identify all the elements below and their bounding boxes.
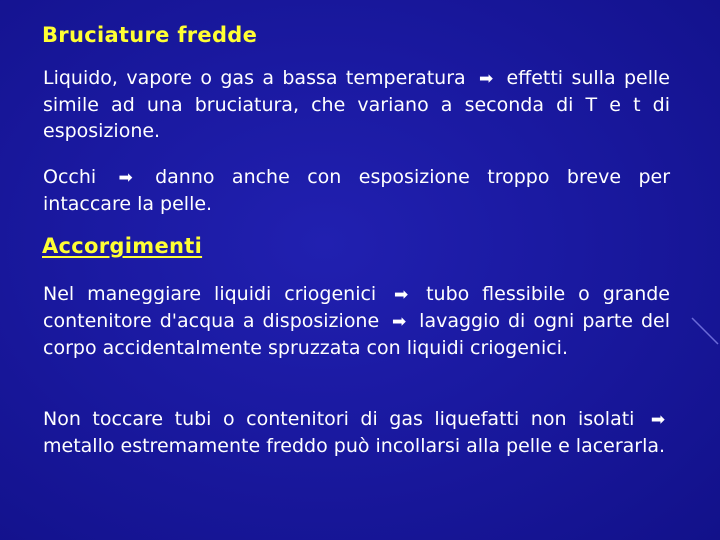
- decorative-stroke: [692, 318, 718, 344]
- paragraph-text: metallo estremamente freddo può incollarsi alla pelle e lacerarla.: [43, 435, 666, 457]
- paragraph-text: Non toccare tubi o contenitori di gas liquefatti non isolati: [43, 408, 635, 430]
- paragraph-non-toccare: [43, 406, 670, 459]
- paragraph-text: Occhi: [43, 166, 97, 188]
- heading-bruciature-fredde: Bruciature fredde: [42, 23, 258, 47]
- paragraph-text: Nel maneggiare liquidi criogenici: [43, 283, 377, 305]
- paragraph-text: danno anche con esposizione troppo breve per intaccare la pelle.: [43, 166, 671, 215]
- paragraph-text: lavaggio di ogni parte del corpo accidentalmente spruzzata con liquidi criogenici.: [43, 310, 670, 359]
- right-arrow-icon: ➡: [394, 285, 409, 305]
- paragraph-text: Liquido, vapore o gas a bassa temperatura: [43, 67, 466, 89]
- heading-accorgimenti: Accorgimenti: [42, 234, 203, 258]
- paragraph-text: tubo flessibile o grande contenitore d'acqua a disposizione: [43, 283, 671, 332]
- right-arrow-icon: ➡: [650, 410, 666, 430]
- paragraph-maneggiare: [43, 281, 670, 361]
- right-arrow-icon: ➡: [118, 168, 133, 188]
- paragraph-occhi: [43, 164, 670, 217]
- right-arrow-icon: ➡: [478, 69, 494, 89]
- paragraph-text: effetti sulla pelle simile ad una bruciatura, che variano a seconda di T e t di esposizione.: [43, 67, 670, 142]
- paragraph-liquido: [43, 65, 670, 144]
- right-arrow-icon: ➡: [392, 312, 407, 332]
- decorative-line: [690, 300, 720, 350]
